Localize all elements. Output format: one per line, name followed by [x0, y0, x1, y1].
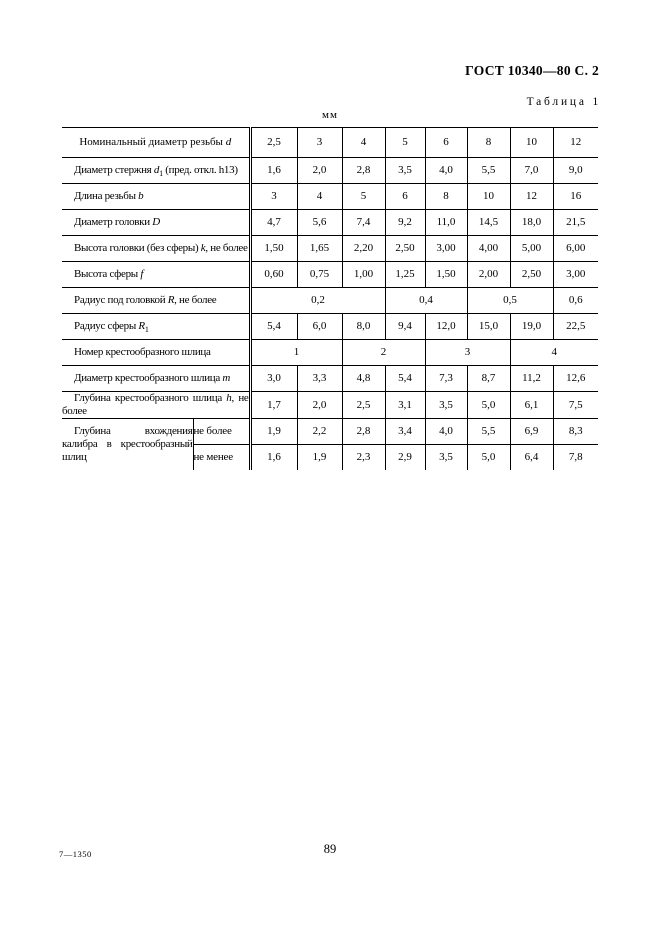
column-header: 6 — [425, 128, 467, 158]
page-number: 89 — [323, 842, 337, 856]
value-cell: 5,0 — [467, 445, 510, 471]
value-cell: 5,4 — [385, 366, 425, 392]
value-cell: 22,5 — [553, 314, 598, 340]
column-header: 8 — [467, 128, 510, 158]
value-cell: 2,2 — [297, 419, 342, 445]
column-header: 2,5 — [250, 128, 297, 158]
value-cell: 3,4 — [385, 419, 425, 445]
value-cell: 0,6 — [553, 288, 598, 314]
value-cell: 1,50 — [425, 262, 467, 288]
value-cell: 3,00 — [553, 262, 598, 288]
column-header: 10 — [510, 128, 553, 158]
value-cell: 10 — [467, 184, 510, 210]
value-cell: 5 — [342, 184, 385, 210]
value-cell: 2,50 — [385, 236, 425, 262]
row-label: Диаметр головки D — [62, 210, 250, 236]
row-label: Глубина вхождения калибра в крестообразный шлиц — [62, 425, 193, 463]
value-cell: 1,9 — [297, 445, 342, 471]
value-cell: 12 — [510, 184, 553, 210]
value-cell: 2,5 — [342, 392, 385, 419]
value-cell: 8,3 — [553, 419, 598, 445]
value-cell: 4,00 — [467, 236, 510, 262]
value-cell: 4 — [297, 184, 342, 210]
row-label: Диаметр стержня $d_1$ (пред. откл. h13) — [62, 158, 250, 184]
value-cell: 7,4 — [342, 210, 385, 236]
value-cell: 2,8 — [342, 419, 385, 445]
doc-header: ГОСТ 10340—80 С. 2 — [465, 63, 599, 78]
value-cell: 9,0 — [553, 158, 598, 184]
value-cell: 1,50 — [250, 236, 297, 262]
value-cell: 6 — [385, 184, 425, 210]
column-header: 4 — [342, 128, 385, 158]
value-cell: 0,60 — [250, 262, 297, 288]
value-cell: 4 — [510, 340, 598, 366]
value-cell: 12,6 — [553, 366, 598, 392]
value-cell: 2,9 — [385, 445, 425, 471]
value-cell: 4,0 — [425, 419, 467, 445]
value-cell: 4,0 — [425, 158, 467, 184]
value-cell: 9,4 — [385, 314, 425, 340]
value-cell: 7,8 — [553, 445, 598, 471]
value-cell: 3,5 — [425, 445, 467, 471]
table-header-label: Номинальный диаметр резьбы d — [62, 128, 250, 158]
row-label: Радиус сферы $R_1$ — [62, 314, 250, 340]
value-cell: 5,5 — [467, 158, 510, 184]
row-label: Длина резьбы b — [62, 184, 250, 210]
value-cell: 3 — [425, 340, 510, 366]
value-cell: 8,0 — [342, 314, 385, 340]
row-label: Высота головки (без сферы) k, не более — [62, 236, 250, 262]
value-cell: 2,3 — [342, 445, 385, 471]
value-cell: 1,25 — [385, 262, 425, 288]
value-cell: 1,6 — [250, 158, 297, 184]
value-cell: 8 — [425, 184, 467, 210]
value-cell: 18,0 — [510, 210, 553, 236]
value-cell: 6,4 — [510, 445, 553, 471]
value-cell: 3,1 — [385, 392, 425, 419]
value-cell: 12,0 — [425, 314, 467, 340]
value-cell: 5,00 — [510, 236, 553, 262]
value-cell: 2 — [342, 340, 425, 366]
value-cell: 14,5 — [467, 210, 510, 236]
print-order-mark: 7—1350 — [59, 849, 92, 859]
value-cell: 7,3 — [425, 366, 467, 392]
row-label: Диаметр крестообразного шлица m — [62, 366, 250, 392]
units-label: мм — [322, 109, 338, 121]
value-cell: 6,9 — [510, 419, 553, 445]
value-cell: 0,75 — [297, 262, 342, 288]
value-cell: 4,7 — [250, 210, 297, 236]
value-cell: 16 — [553, 184, 598, 210]
value-cell: 2,00 — [467, 262, 510, 288]
value-cell: 5,6 — [297, 210, 342, 236]
value-cell: 7,0 — [510, 158, 553, 184]
value-cell: 0,5 — [467, 288, 553, 314]
value-cell: 5,5 — [467, 419, 510, 445]
value-cell: 3,5 — [425, 392, 467, 419]
sub-row-label: не более — [193, 419, 250, 445]
value-cell: 8,7 — [467, 366, 510, 392]
table-caption: Таблица 1 — [526, 96, 601, 108]
value-cell: 19,0 — [510, 314, 553, 340]
value-cell: 1,00 — [342, 262, 385, 288]
gost-spec-table — [62, 127, 598, 470]
value-cell: 21,5 — [553, 210, 598, 236]
value-cell: 2,8 — [342, 158, 385, 184]
value-cell: 1,7 — [250, 392, 297, 419]
value-cell: 6,00 — [553, 236, 598, 262]
value-cell: 2,50 — [510, 262, 553, 288]
value-cell: 3,5 — [385, 158, 425, 184]
column-header: 5 — [385, 128, 425, 158]
row-label: Номер крестообразного шлица — [62, 340, 250, 366]
value-cell: 3 — [250, 184, 297, 210]
value-cell: 0,4 — [385, 288, 467, 314]
value-cell: 0,2 — [250, 288, 385, 314]
value-cell: 7,5 — [553, 392, 598, 419]
row-label: Высота сферы f — [62, 262, 250, 288]
column-header: 12 — [553, 128, 598, 158]
value-cell: 4,8 — [342, 366, 385, 392]
value-cell: 9,2 — [385, 210, 425, 236]
value-cell: 11,2 — [510, 366, 553, 392]
value-cell: 1,9 — [250, 419, 297, 445]
value-cell: 6,1 — [510, 392, 553, 419]
column-header: 3 — [297, 128, 342, 158]
value-cell: 2,20 — [342, 236, 385, 262]
value-cell: 2,0 — [297, 392, 342, 419]
value-cell: 3,3 — [297, 366, 342, 392]
value-cell: 1 — [250, 340, 342, 366]
value-cell: 11,0 — [425, 210, 467, 236]
value-cell: 2,0 — [297, 158, 342, 184]
value-cell: 3,00 — [425, 236, 467, 262]
value-cell: 5,0 — [467, 392, 510, 419]
value-cell: 1,65 — [297, 236, 342, 262]
row-label: Глубина крестообразного шлица h, не более — [62, 392, 249, 417]
row-label: Радиус под головкой R, не более — [62, 288, 250, 314]
value-cell: 1,6 — [250, 445, 297, 471]
value-cell: 6,0 — [297, 314, 342, 340]
sub-row-label: не менее — [193, 445, 250, 471]
value-cell: 5,4 — [250, 314, 297, 340]
value-cell: 3,0 — [250, 366, 297, 392]
value-cell: 15,0 — [467, 314, 510, 340]
